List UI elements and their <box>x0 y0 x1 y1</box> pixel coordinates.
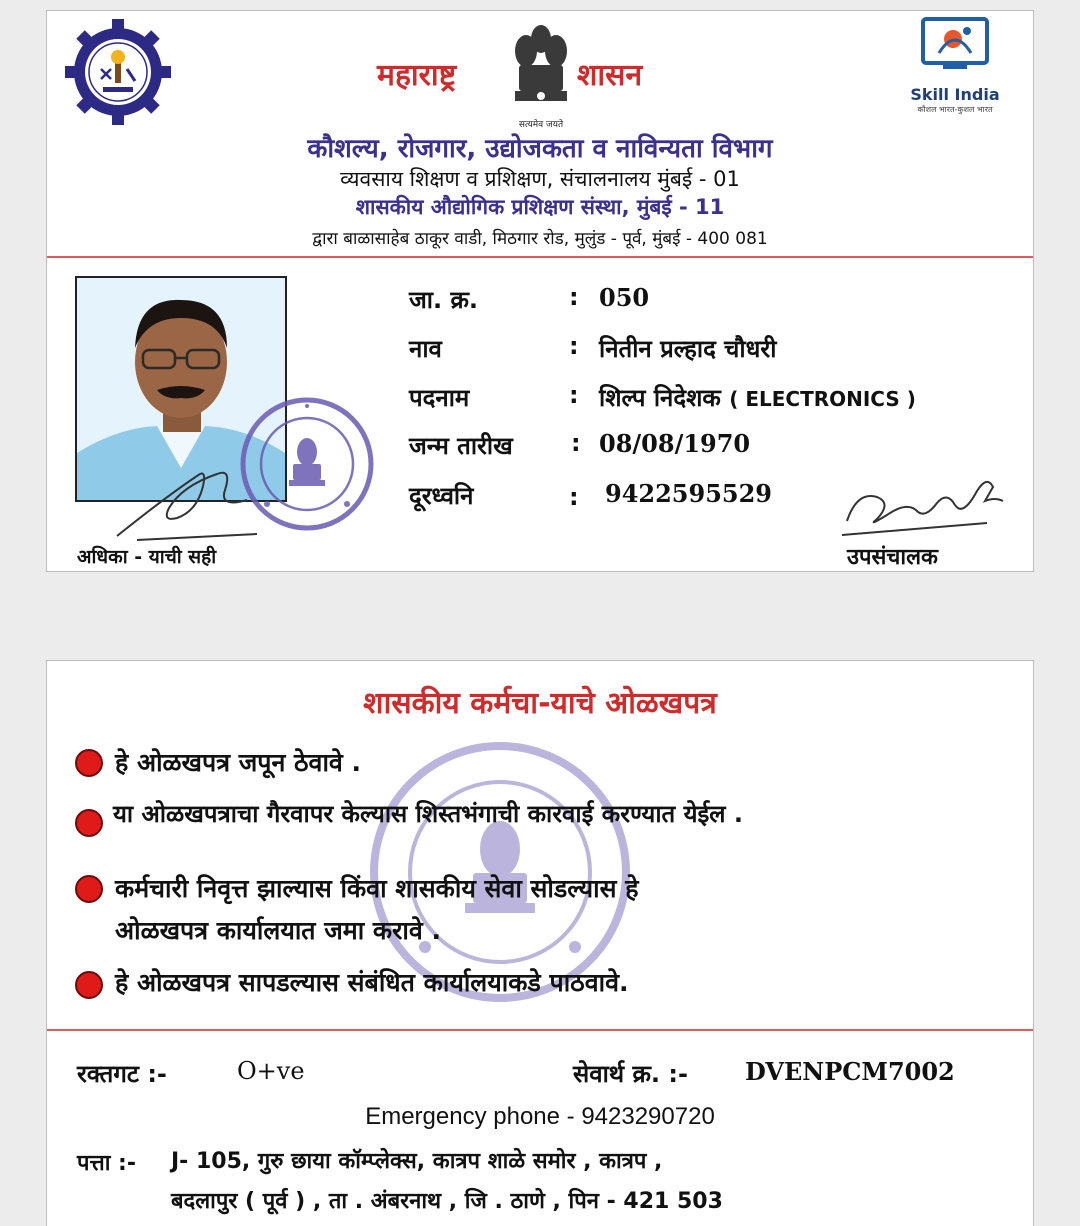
state-name-left: महाराष्ट्र <box>377 58 457 93</box>
department-name: कौशल्य, रोजगार, उद्योजकता व नाविन्यता विभाग <box>307 134 773 164</box>
authority-signature <box>837 461 1007 546</box>
skill-india-tagline: कौशल भारत-कुशल भारत <box>917 105 993 114</box>
directorate-name: व्यवसाय शिक्षण व प्रशिक्षण, संचालनालय मुंबई - 01 <box>340 167 740 191</box>
designation-value: शिल्प निदेशक <box>599 384 721 412</box>
institute-address: द्वारा बाळासाहेब ठाकूर वाडी, मिठगार रोड, मुलुंड - पूर्व, मुंबई - 400 081 <box>312 229 768 249</box>
institute-name: शासकीय औद्योगिक प्रशिक्षण संस्था, मुंबई - 11 <box>355 195 725 219</box>
id-card-back <box>46 660 1034 1226</box>
iti-gear-logo <box>63 17 173 127</box>
field-colon: : <box>571 429 581 457</box>
holder-signature <box>107 456 297 546</box>
field-label: जा. क्र. <box>409 286 479 314</box>
emblem-motto: सत्यमेव जयते <box>518 120 564 130</box>
field-value: नितीन प्रल्हाद चौधरी <box>599 335 777 363</box>
id-card-front <box>46 10 1034 572</box>
field-value: 9422595529 <box>605 479 772 508</box>
address-label: पत्ता :- <box>77 1151 136 1176</box>
rule-item-continued: ओळखपत्र कार्यालयात जमा करावे . <box>115 916 441 945</box>
field-colon: : <box>569 283 579 311</box>
designation-suffix: ( ELECTRONICS ) <box>729 387 916 411</box>
field-value: 050 <box>599 283 650 312</box>
field-value: 08/08/1970 <box>599 429 751 458</box>
bullet-icon <box>75 809 103 837</box>
emergency-phone: Emergency phone - 9423290720 <box>365 1103 715 1130</box>
blood-group-value: O+ve <box>237 1057 305 1085</box>
skill-india-logo <box>905 17 1005 113</box>
rule-item: या ओळखपत्राचा गैरवापर केल्यास शिस्तभंगाची कारवाई करण्यात येईल . <box>113 800 744 828</box>
back-divider <box>47 1029 1033 1031</box>
rule-item: हे ओळखपत्र सापडल्यास संबंधित कार्यालयाकडे पाठवावे. <box>115 968 629 997</box>
service-number-label: सेवार्थ क्र. :- <box>573 1060 688 1088</box>
blood-group-label: रक्तगट :- <box>77 1060 167 1088</box>
state-name-right: शासन <box>577 58 643 93</box>
bullet-icon <box>75 749 103 777</box>
service-number-value: DVENPCM7002 <box>745 1057 955 1086</box>
holder-signature-label: अधिका - याची सही <box>77 546 217 568</box>
national-emblem <box>509 17 573 117</box>
field-label: जन्म तारीख <box>409 432 513 460</box>
rule-item: कर्मचारी निवृत्त झाल्यास किंवा शासकीय सेवा सोडल्यास हे <box>115 874 639 903</box>
field-colon: : <box>569 381 579 409</box>
field-label: पदनाम <box>409 384 470 412</box>
field-label: नाव <box>409 335 442 363</box>
field-label: दूरध्वनि <box>409 482 474 510</box>
header-divider <box>47 256 1033 258</box>
rule-item: हे ओळखपत्र जपून ठेवावे . <box>115 748 362 777</box>
field-colon: : <box>569 332 579 360</box>
back-title: शासकीय कर्मचा-याचे ओळखपत्र <box>363 686 717 721</box>
address-line-1: J- 105, गुरु छाया कॉम्प्लेक्स, कात्रप शाळे समोर , कात्रप , <box>171 1149 663 1174</box>
bullet-icon <box>75 971 103 999</box>
bullet-icon <box>75 875 103 903</box>
authority-label: उपसंचालक <box>847 545 938 570</box>
field-value <box>599 381 916 414</box>
skill-india-logo-text: Skill India <box>910 85 1000 104</box>
field-colon: : <box>569 483 579 511</box>
address-line-2: बदलापुर ( पूर्व ) , ता . अंबरनाथ , जि . ठाणे , पिन - 421 503 <box>171 1189 723 1214</box>
